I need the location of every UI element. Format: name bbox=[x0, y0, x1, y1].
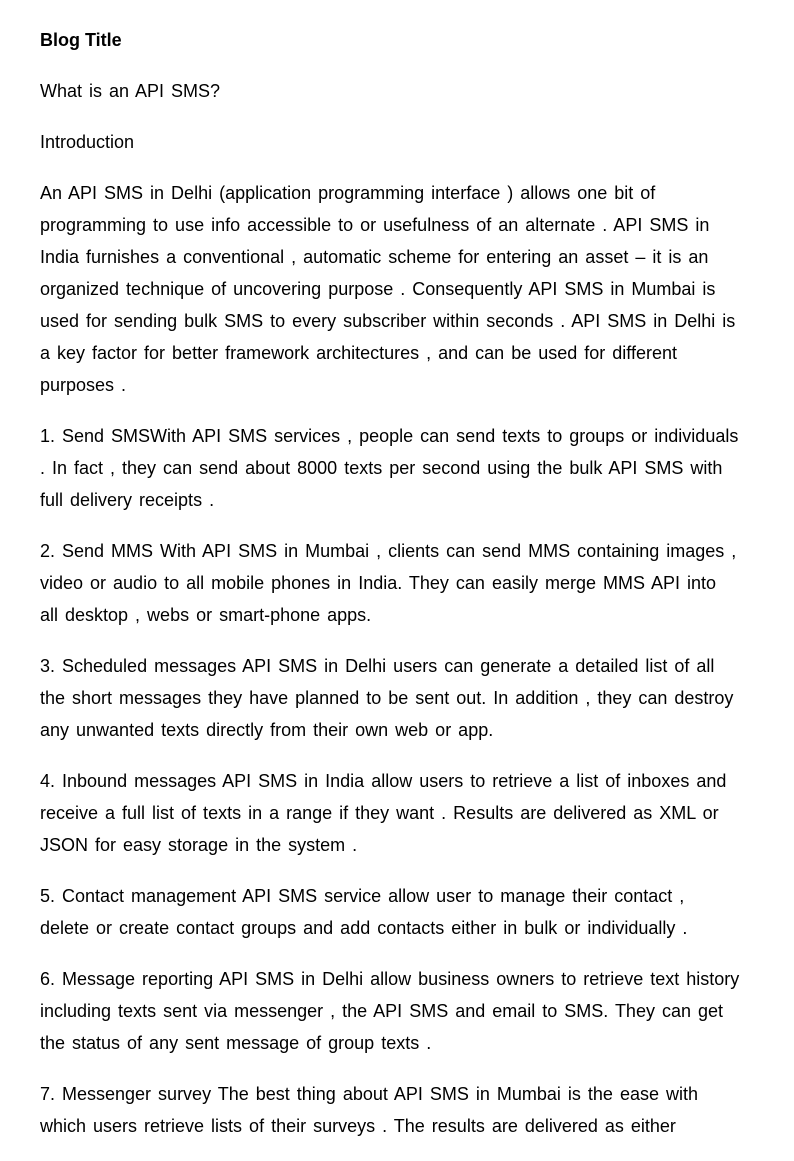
list-item-send-sms: 1. Send SMSWith API SMS services , people can send texts to groups or individuals . In fact , they can send about 8000 texts per second using the bulk API SMS with full delivery receipts . bbox=[40, 426, 739, 510]
list-item-contact-management: 5. Contact management API SMS service allow user to manage their contact , delete or create contact groups and add contacts either in bulk or individually . bbox=[40, 886, 688, 938]
blog-title-label: Blog Title bbox=[40, 30, 122, 50]
list-item-scheduled-messages: 3. Scheduled messages API SMS in Delhi users can generate a detailed list of all the short messages they have planned to be sent out. In addition , they can destroy any unwanted texts directly from their own web or app. bbox=[40, 656, 734, 740]
introduction-paragraph: An API SMS in Delhi (application programming interface ) allows one bit of programming to use info accessible to or usefulness of an alternate . API SMS in India furnishes a conventional , automatic scheme for entering an asset – it is an organized technique of uncovering purpose . Consequently API SMS in Mumbai is used for sending bulk SMS to every subscriber within seconds . API SMS in Delhi is a key factor for better framework architectures , and can be used for different purposes . bbox=[40, 183, 736, 395]
post-headline: What is an API SMS? bbox=[40, 81, 221, 101]
list-item-send-mms: 2. Send MMS With API SMS in Mumbai , clients can send MMS containing images , video or audio to all mobile phones in India. They can easily merge MMS API into all desktop , webs or smart-phone apps. bbox=[40, 541, 737, 625]
list-item-messenger-survey: 7. Messenger survey The best thing about API SMS in Mumbai is the ease with which users retrieve lists of their surveys . The results are delivered as either bbox=[40, 1084, 698, 1136]
list-item-inbound-messages: 4. Inbound messages API SMS in India allow users to retrieve a list of inboxes and receive a full list of texts in a range if they want . Results are delivered as XML or JSON for easy storage in the system . bbox=[40, 771, 727, 855]
list-item-message-reporting: 6. Message reporting API SMS in Delhi allow business owners to retrieve text history including texts sent via messenger , the API SMS and email to SMS. They can get the status of any sent message of group texts . bbox=[40, 969, 740, 1053]
document-body bbox=[40, 24, 740, 1161]
introduction-heading: Introduction bbox=[40, 132, 135, 152]
